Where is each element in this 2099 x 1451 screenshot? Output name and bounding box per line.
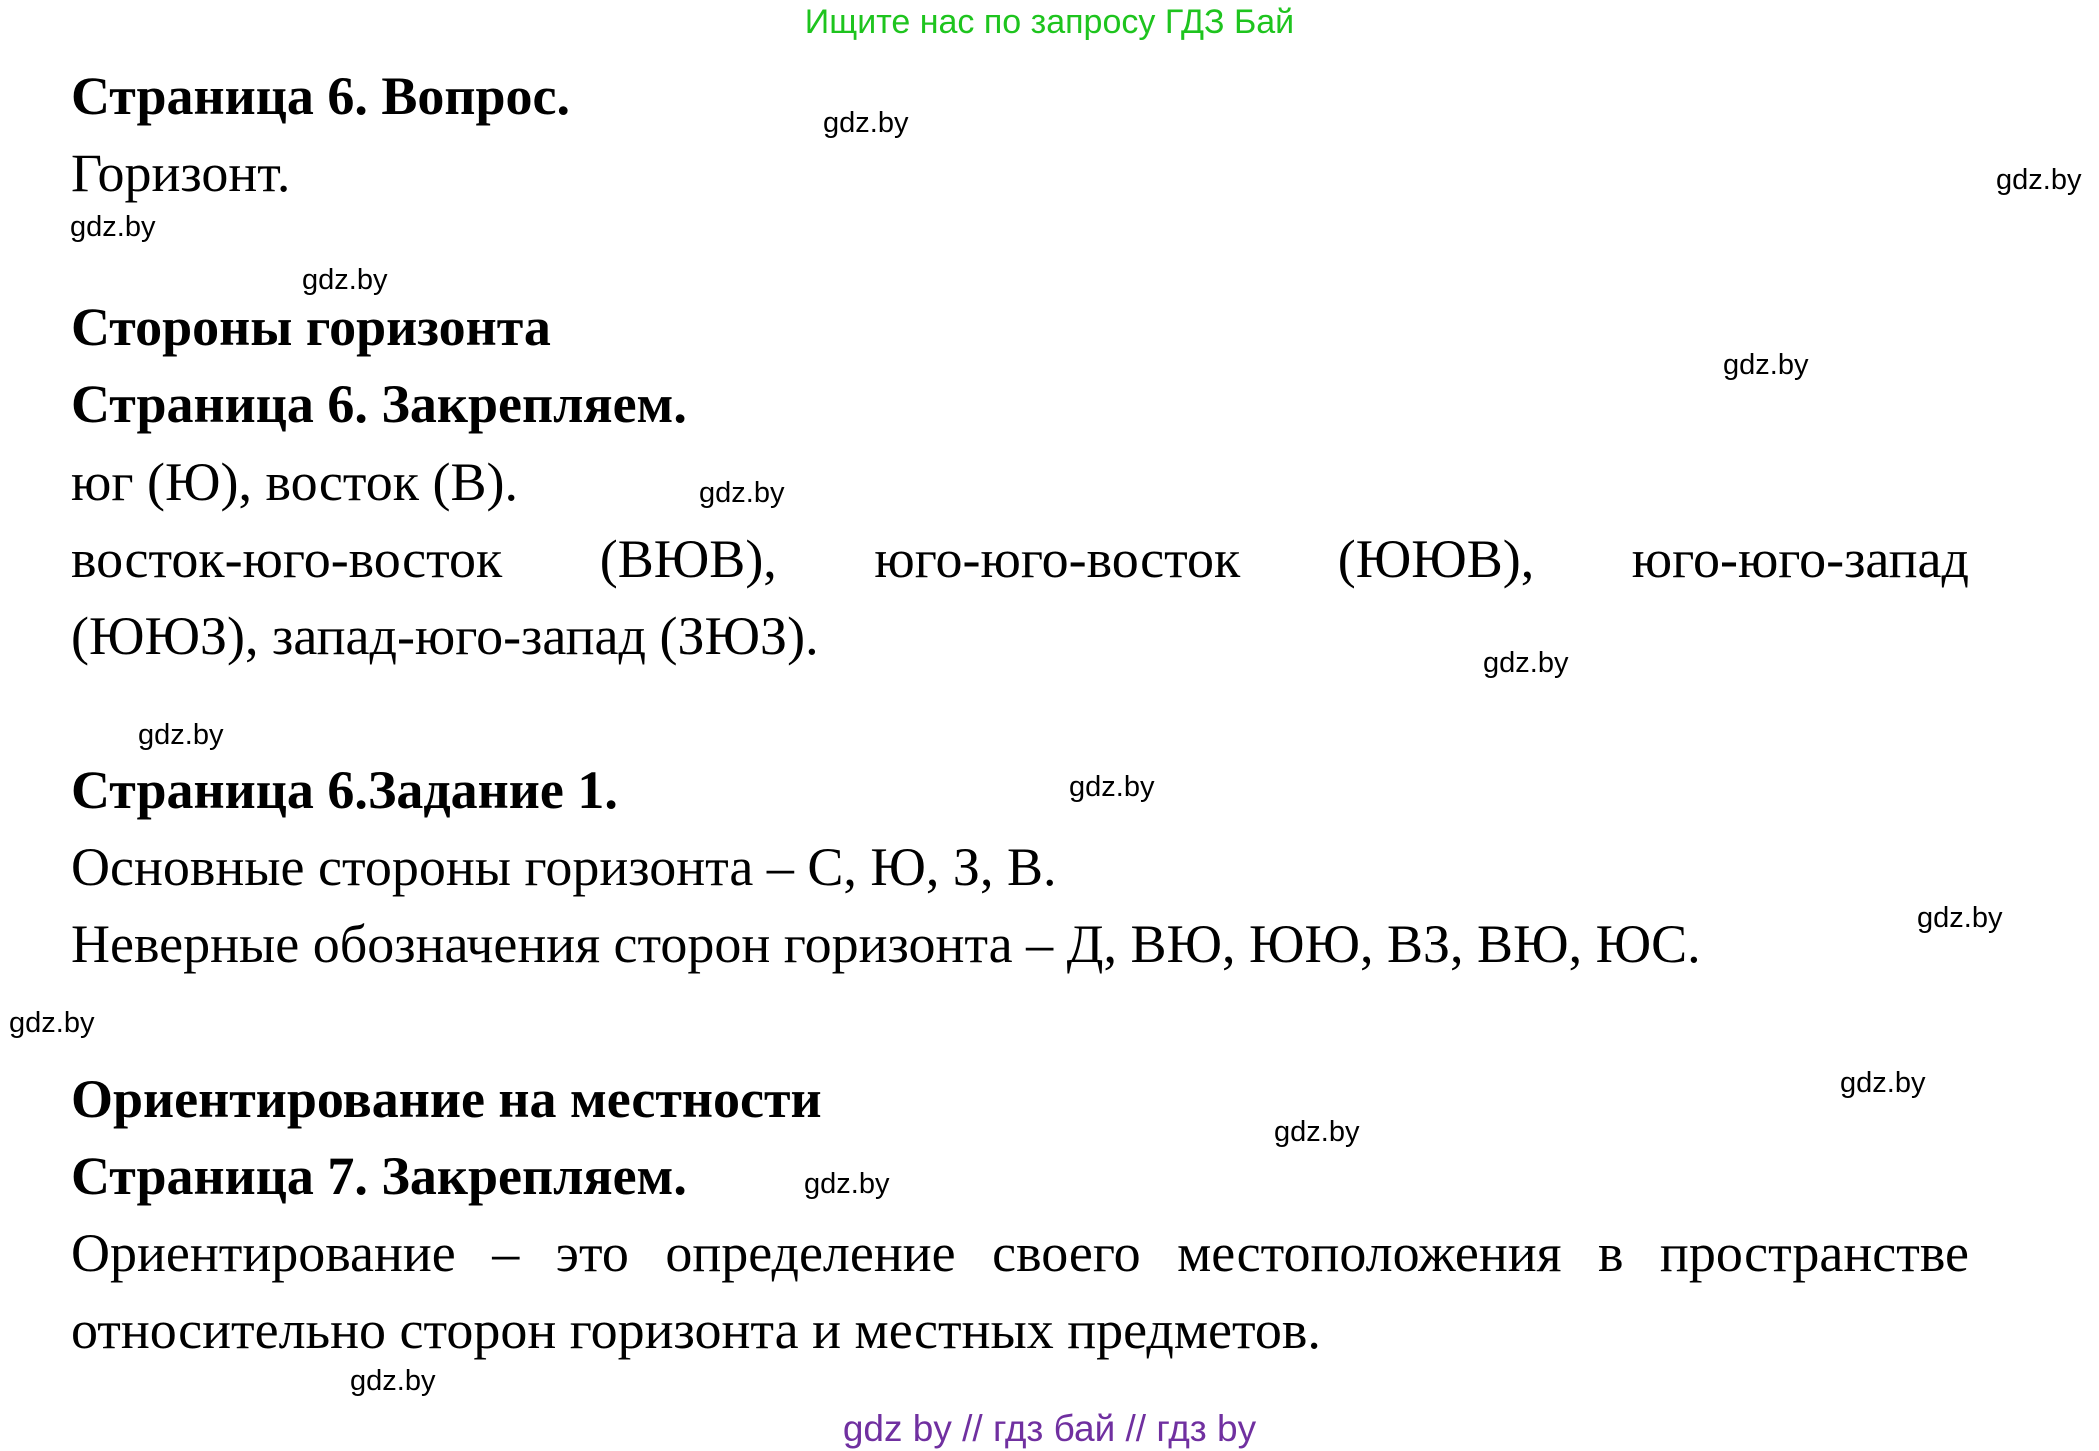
watermark: gdz.by — [350, 1365, 436, 1397]
section-title-orientation: Ориентирование на местности — [71, 1069, 822, 1129]
watermark: gdz.by — [1069, 771, 1155, 803]
watermark: gdz.by — [1483, 647, 1569, 679]
heading-page6-question: Страница 6. Вопрос. — [71, 66, 570, 126]
footer-links: gdz by // гдз бай // гдз by — [842, 1408, 1257, 1449]
answer-orientation-definition-line1: Ориентирование – это определение своего местоположения в пространстве — [71, 1223, 1969, 1283]
watermark: gdz.by — [1917, 902, 2003, 934]
answer-wrong-directions: Неверные обозначения сторон горизонта – Д, ВЮ, ЮЮ, ВЗ, ВЮ, ЮС. — [71, 914, 1701, 974]
answer-horizon: Горизонт. — [71, 143, 291, 203]
watermark: gdz.by — [1840, 1067, 1926, 1099]
watermark: gdz.by — [823, 107, 909, 139]
answer-intermediate-directions-line2: (ЮЮЗ), запад-юго-запад (ЗЮЗ). — [71, 606, 819, 666]
watermark: gdz.by — [1274, 1116, 1360, 1148]
answer-orientation-definition-line2: относительно сторон горизонта и местных предметов. — [71, 1300, 1321, 1360]
heading-page6-consolidate: Страница 6. Закрепляем. — [71, 374, 687, 434]
heading-page7-consolidate: Страница 7. Закрепляем. — [71, 1146, 687, 1206]
watermark: gdz.by — [302, 264, 388, 296]
watermark: gdz.by — [699, 477, 785, 509]
top-banner: Ищите нас по запросу ГДЗ Бай — [804, 3, 1295, 41]
heading-page6-task1: Страница 6.Задание 1. — [71, 760, 618, 820]
watermark: gdz.by — [138, 719, 224, 751]
watermark: gdz.by — [9, 1007, 95, 1039]
answer-intermediate-directions-line1: восток-юго-восток (ВЮВ), юго-юго-восток (ЮЮВ), юго-юго-запад — [71, 529, 1969, 589]
watermark: gdz.by — [70, 211, 156, 243]
section-title-horizon-sides: Стороны горизонта — [71, 297, 551, 357]
watermark: gdz.by — [1996, 164, 2082, 196]
answer-south-east: юг (Ю), восток (В). — [71, 452, 519, 512]
watermark: gdz.by — [804, 1168, 890, 1200]
watermark: gdz.by — [1723, 349, 1809, 381]
answer-main-directions: Основные стороны горизонта – С, Ю, З, В. — [71, 837, 1057, 897]
